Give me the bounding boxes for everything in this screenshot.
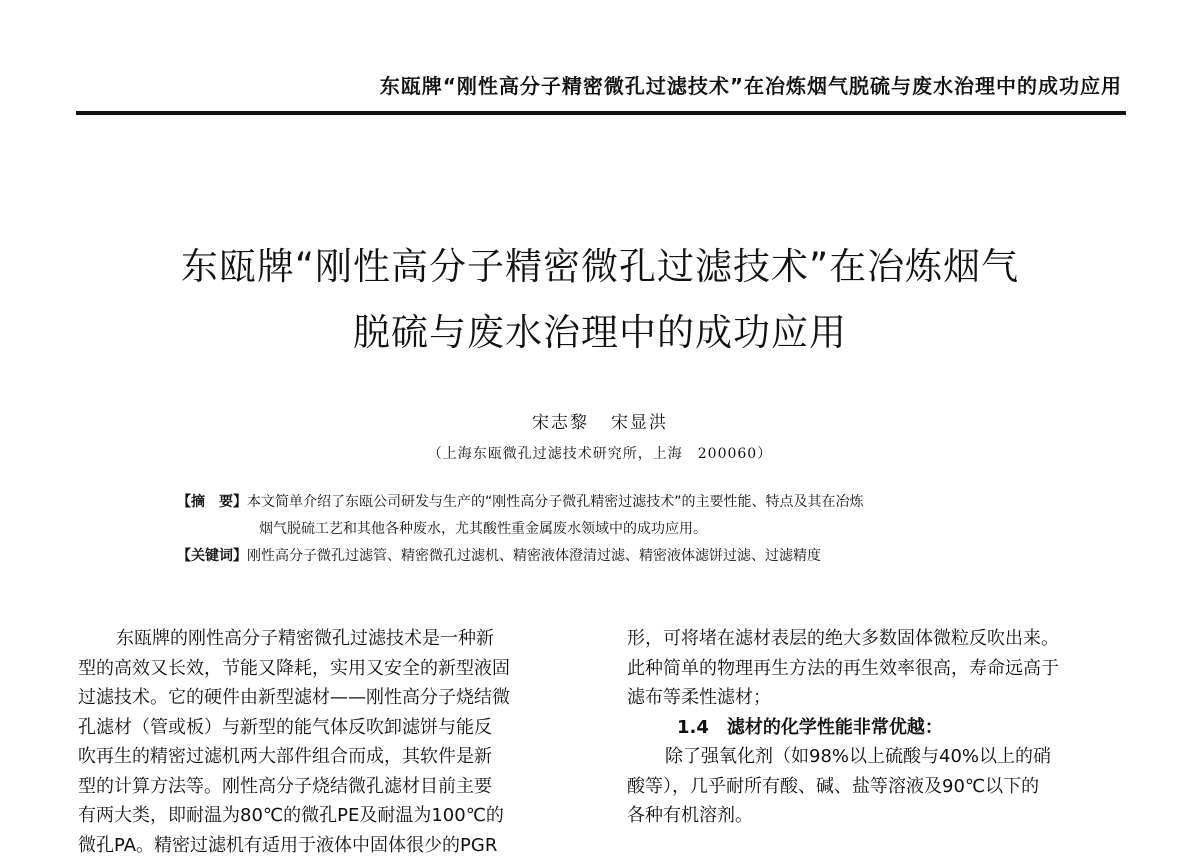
body-line: 滤布等柔性滤材； (627, 687, 771, 708)
abstract-row (177, 489, 1047, 516)
abstract-text: 本文简单介绍了东瓯公司研发与生产的“刚性高分子微孔精密过滤技术”的主要性能、特点及其在冶炼 (247, 494, 864, 510)
keywords-row (177, 543, 1047, 570)
body-line: 过滤技术。它的硬件由新型滤材——刚性高分子烧结微 (78, 687, 510, 708)
abstract-text: 烟气脱硫工艺和其他各种废水，尤其酸性重金属废水领域中的成功应用。 (259, 521, 707, 537)
running-header: 东瓯牌“刚性高分子精密微孔过滤技术”在冶炼烟气脱硫与废水治理中的成功应用 (379, 74, 1122, 98)
authors (0, 408, 1200, 433)
abstract-label: 【摘 要】 (177, 494, 247, 510)
affiliation: （上海东瓯微孔过滤技术研究所，上海 200060） (427, 446, 773, 462)
abstract-block (177, 489, 1047, 570)
body-line: 有两大类，即耐温为80℃的微孔PE及耐温为100℃的 (78, 805, 504, 826)
body-line: 此种简单的物理再生方法的再生效率很高，寿命远高于 (627, 657, 1059, 679)
body-column-right (627, 624, 1127, 831)
body-line: 东瓯牌的刚性高分子精密微孔过滤技术是一种新 (116, 628, 494, 649)
author-name: 宋志黎 (532, 413, 589, 433)
body-line: 形，可将堵在滤材表层的绝大多数固体微粒反吹出来。 (627, 628, 1059, 649)
body-line: 孔滤材（管或板）与新型的能气体反吹卸滤饼与能反 (78, 716, 492, 738)
body-line: 各种有机溶剂。 (627, 805, 753, 826)
author-name: 宋显洪 (611, 413, 668, 433)
body-line: 型的计算方法等。刚性高分子烧结微孔滤材目前主要 (78, 775, 492, 797)
body-line: 型的高效又长效，节能又降耗，实用又安全的新型液固 (78, 657, 510, 679)
keywords-label: 【关键词】 (177, 548, 247, 564)
header-rule (76, 111, 1126, 115)
body-line: 酸等），几乎耐所有酸、碱、盐等溶液及90℃以下的 (627, 775, 1040, 797)
paper-title-line-1: 东瓯牌“刚性高分子精密微孔过滤技术”在冶炼烟气 (180, 245, 1020, 288)
paper-title-line-2: 脱硫与废水治理中的成功应用 (353, 311, 847, 354)
body-line: 吹再生的精密过滤机两大部件组合而成，其软件是新 (78, 746, 492, 767)
body-line: 微孔PA。精密过滤机有适用于液体中固体很少的PGR (78, 834, 498, 856)
keywords-text: 刚性高分子微孔过滤管、精密微孔过滤机、精密液体澄清过滤、精密液体滤饼过滤、过滤精度 (247, 548, 821, 564)
body-line: 除了强氧化剂（如98%以上硫酸与40%以上的硝 (665, 746, 1052, 767)
section-heading: 1.4 滤材的化学性能非常优越： (677, 716, 943, 738)
abstract-row (177, 516, 1047, 543)
body-column-left (78, 624, 598, 860)
